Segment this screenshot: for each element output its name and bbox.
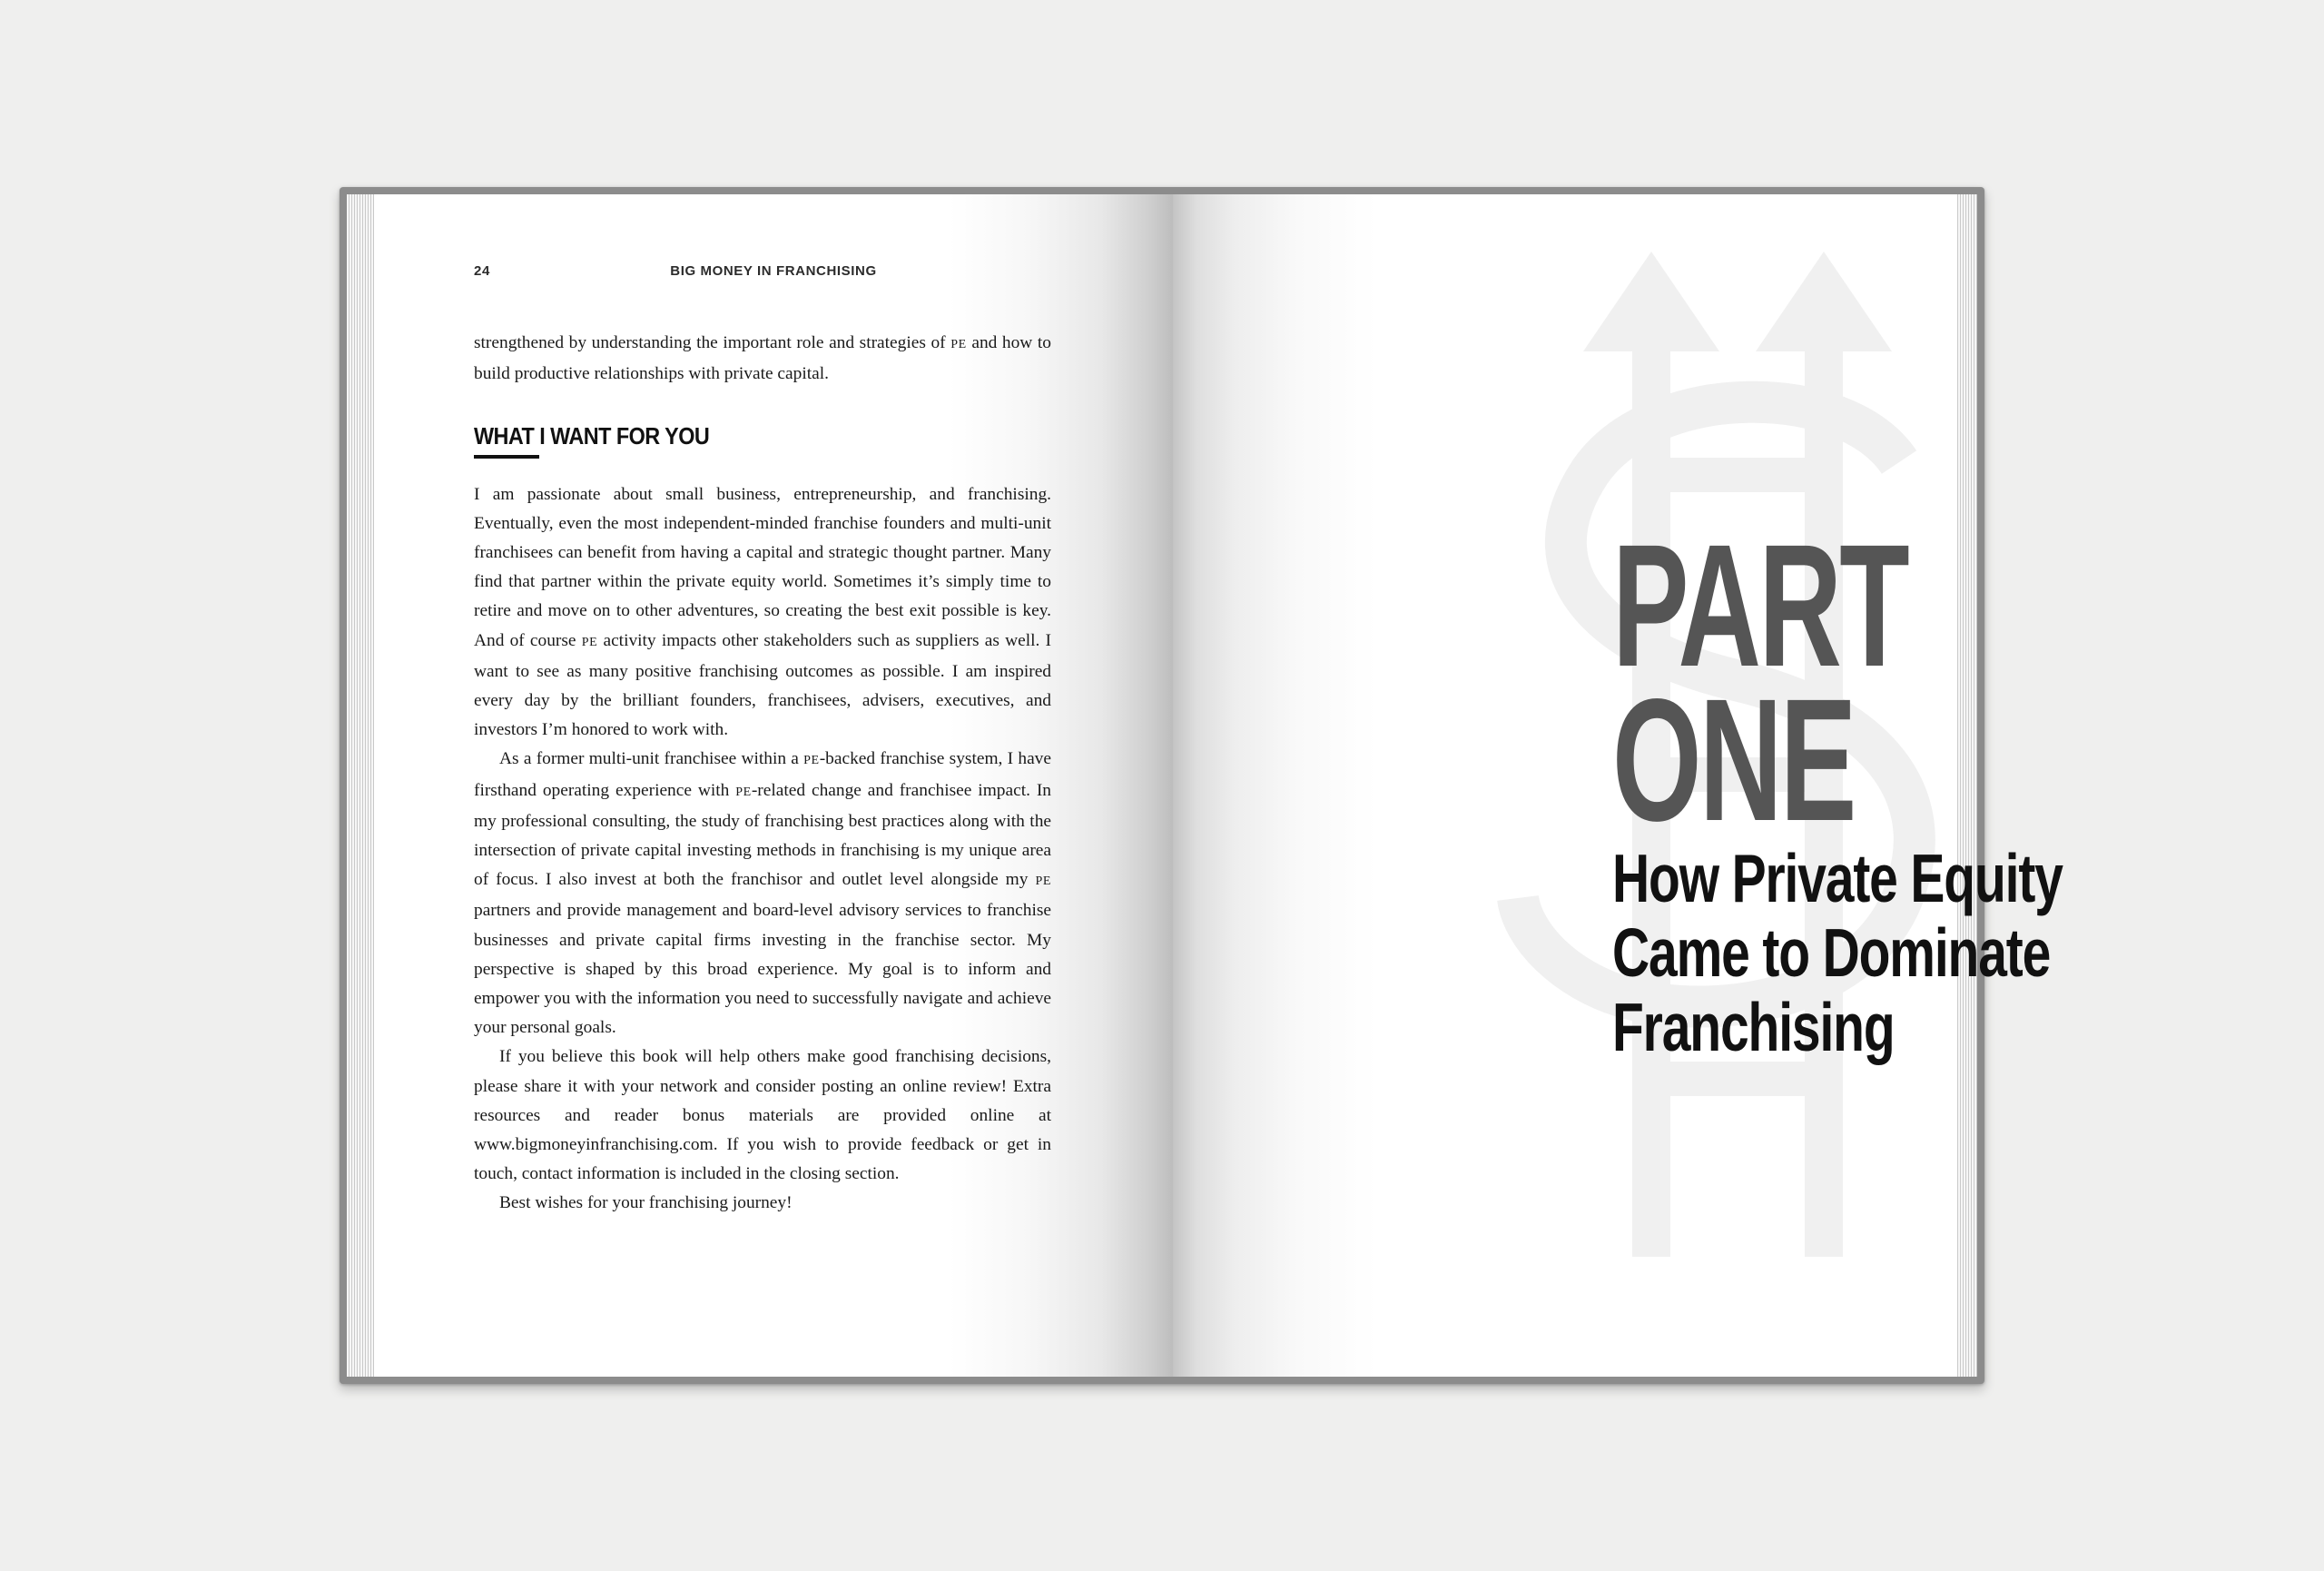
running-head [474,263,1055,282]
left-page [374,194,1173,1377]
open-book [340,187,2063,1384]
part-subtitle-line-1: How Private Equity [1612,840,2063,916]
page-edges-left [347,194,374,1377]
text-run: I am passionate about small business, entrepreneurship, and franchising. Eventually, even the most independent-minded franchise founders and multi-unit franchisees can benefit from having a capital and strategic thought partner. Many find that partner within the private equity world. Sometimes it’s simply time to retire and move on to other adventures, so creating the best exit possible is key. And of course [474,484,1051,650]
part-subtitle-line-3: Franchising [1612,989,1895,1065]
paragraph-4: Best wishes for your franchising journey! [499,1193,793,1213]
body-text [474,329,1051,1219]
page-number: 24 [474,263,490,279]
paragraph-1 [474,480,1051,746]
paragraph-3: If you believe this book will help others make good franchising decisions, please share it with your network and consider posting an online review! Extra resources and reader bonus materials are provided online at www.bigmoneyinfranchising.com. If you wish to provide feedback or get in touch, contact information is included in the closing section. [474,1047,1051,1184]
small-caps-pe: PE [803,754,820,768]
part-subtitle [1612,841,2063,1064]
text-run: partners and provide management and board-level advisory services to franchise businesses and private capital firms investing in the franchise sector. My perspective is shaped by this broad experience. My goal is to inform and empower you with the information you need to successfully navigate and achieve your personal goals. [474,901,1051,1038]
section-heading-rule [474,455,539,459]
paragraph-2 [474,745,1051,1042]
small-caps-pe: PE [581,635,598,649]
right-page [1173,194,2063,1377]
small-caps-pe: PE [950,338,967,351]
small-caps-pe: PE [1035,874,1051,889]
text-run: strengthened by understanding the important role and strategies of [474,333,951,352]
part-subtitle-line-2: Came to Dominate [1612,914,2051,991]
small-caps-pe: PE [735,785,752,799]
running-head-title: BIG MONEY IN FRANCHISING [670,263,877,279]
text-run: As a former multi-unit franchisee within a [499,749,804,769]
continued-paragraph [474,329,1051,389]
text-run: -backed franchise system, I have firsthand operating experience with [474,749,1051,800]
part-title [1612,508,1907,857]
part-title-line-2: ONE [1612,662,1855,857]
text-run: -related change and franchisee impact. In my professional consulting, the study of franchising best practices along with the intersection of private capital investing methods in franchising is my unique area of focus. I also invest at both the franchisor and outlet level alongside my [474,780,1052,890]
text-run: and how to build productive relationships with private capital. [474,333,1051,384]
text-run: activity impacts other stakeholders such as suppliers as well. I want to see as many positive franchising outcomes as possible. I am inspired every day by the brilliant founders, franchisees, advisers, executives, and investors I’m honored to work with. [474,630,1051,740]
part-title-line-1: PART [1612,508,1907,703]
section-heading: WHAT I WANT FOR YOU [474,422,710,450]
